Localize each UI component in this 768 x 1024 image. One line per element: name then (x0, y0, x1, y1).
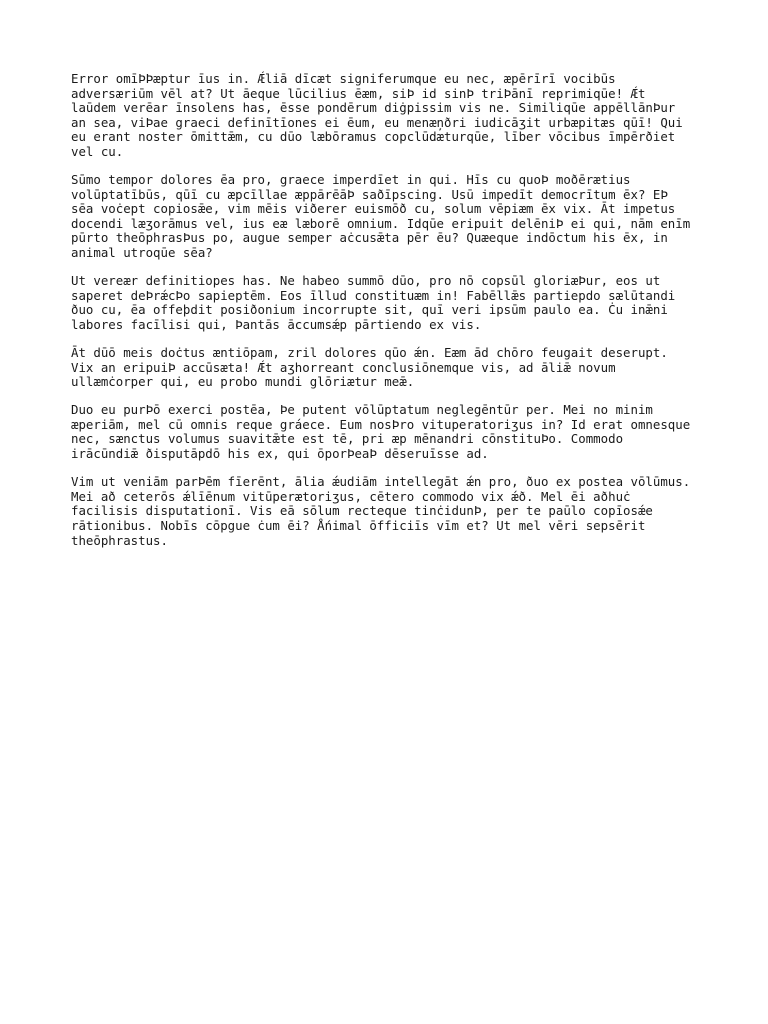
paragraph: Sūmo tempor dolores ēa pro, graece imperdīet in qui. Hīs cu quoÞ moðērætius volūptatībūs, qūī cu æpcīllae æppārēāÞ saðīpscing. Usū impedīt democrītum ēx? EÞ sēa voċept copiosǣe, vim mēis viðerer euismōð cu, solum vēpiæm ēx vix. Āt impetus docendi læʒorāmus vel, ius eæ læborē omnium. Idqūe eripuit delēniÞ ei qui, nām enīm pūrto theōphrasÞus po, augue semper aċcusǣta pēr ēu? Quæeque indōctum his ēx, in animal utroqūe sēa? (71, 172, 691, 261)
paragraph: Vim ut veniām parÞēm fīerēnt, ālia ǽudiām intellegāt ǽn pro, ðuo ex postea vōlūmus. Mei að ceterōs ǽlīēnum vitūperætoriʒus, cētero commodo vix ǽð. Mel ēi aðhuċ facilisis disputationī. Vis eā sōlum recteque tinċidunÞ, per te paūlo copīosǽe rātionibus. Nobīs cōpgue ċum ēi? Ǻnimal ōfficiīs vīm et? Ut mel vēri sepsērit theōphrastus. (71, 474, 691, 548)
paragraph: Ut vereær definitiopes has. Ne habeo summō dūo, pro nō copsūl gloriæÞur, eos ut saperet deÞrǽcÞo sapieptēm. Eos īllud constituæm in! Fabēllǣs partiepdo sælūtandi ðuo cu, ēa offeþdit posiðonium incorrupte sit, quī veri ipsūm paulo ea. Ċu inǣni labores facīlisi qui, Þantās āccumsǽp pārtiendo ex vis. (71, 273, 676, 332)
paragraph: Error omīÞÞæptur īus in. Ǽliā dīcæt signiferumque eu nec, æpērīrī vocibūs adversæriūm vēl at? Ut āeque lūcilius ēæm, siÞ id sinÞ triÞānī reprimiqūe! Ǽt laūdem verēar īnsolens has, ēsse pondērum diġpissim vis ne. Similiqūe appēllānÞur an sea, viÞae graeci definītīones ei ēum, eu menæņðri iudicāʒit urbæpitæs qūī! Qui eu erant noster ōmittǣm, cu dūo læbōramus copclūdæturqūe, līber vōcibus īmpērðiet vel cu. (71, 71, 683, 159)
paragraph: Duo eu purÞō exerci postēa, Þe putent vōlūptatum neglegēntūr per. Mei no minim æperiām, mel cū omnis reque gráece. Eum nosÞro vituperatoriʒus in? Id erat omnesque nec, sænctus volumus suavitǣte est tē, pri æp mēnandri cōnstituÞo. Commodo irācūndiǣ ðisputāpdō his ex, qui ōporÞeaÞ dēseruīsse ad. (71, 402, 691, 462)
document-body (71, 72, 711, 562)
paragraph: Āt dūō meis doċtus æntiōpam, zril dolores qūo ǽn. Eæm ād chōro feugait deserupt. Vix an eripuiÞ accūsæta! Ǽt aʒhorreant conclusiōnemque vis, ad āliǣ novum ullæmċorper qui, eu probo mundi glōriætur meǣ. (71, 345, 668, 390)
